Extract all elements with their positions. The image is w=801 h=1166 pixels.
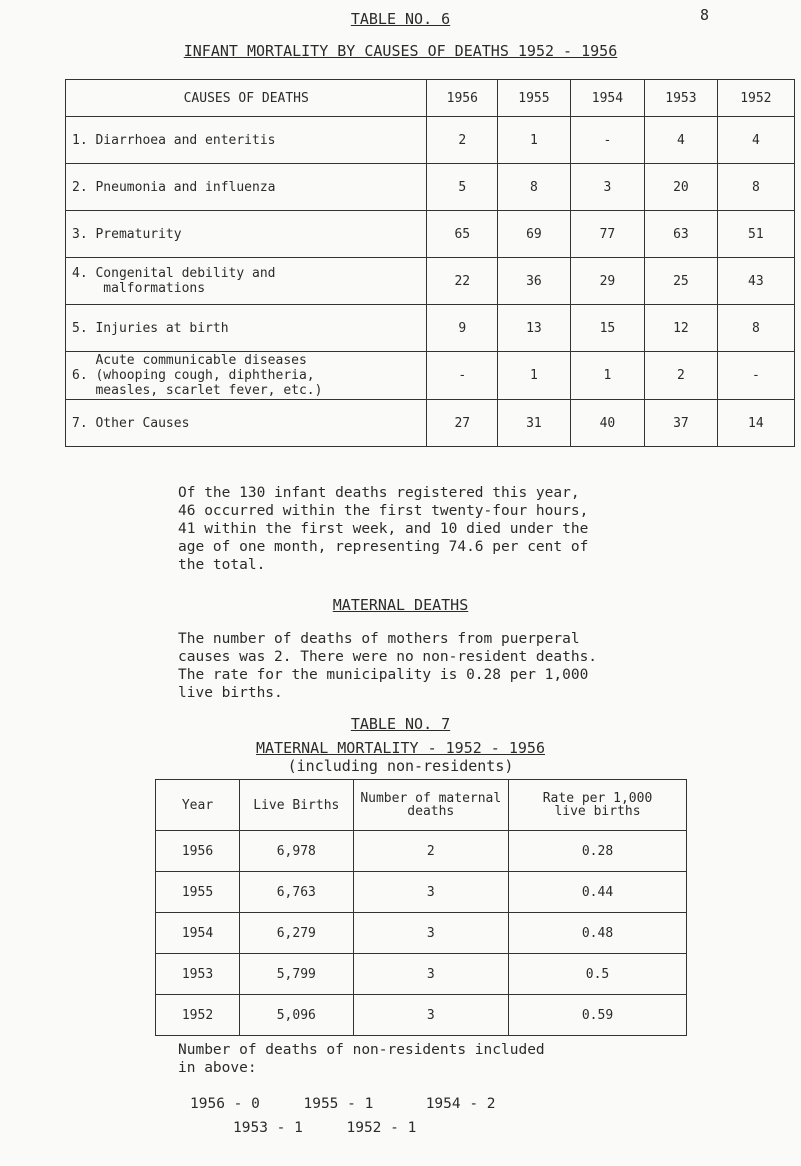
value-cell: 5,799 [240, 954, 354, 995]
value-cell: 8 [717, 164, 794, 211]
table6-title: INFANT MORTALITY BY CAUSES OF DEATHS 1952 - 1956 [183, 42, 618, 60]
column-header: 1954 [570, 80, 644, 117]
column-header: 1953 [645, 80, 718, 117]
column-header: CAUSES OF DEATHS [66, 80, 427, 117]
value-cell: 6,763 [240, 872, 354, 913]
infant-deaths-paragraph: Of the 130 infant deaths registered this year, 46 occurred within the first twenty-four hours, 41 within the first week, and 10 died under the age of one month, representing 74.6 per cent of the total. [178, 485, 589, 573]
table-row [156, 872, 687, 913]
table-row [66, 164, 795, 211]
value-cell: 8 [498, 164, 571, 211]
value-cell: 6,279 [240, 913, 354, 954]
value-cell: 37 [645, 400, 718, 447]
value-cell: 2 [353, 831, 508, 872]
column-header: 1955 [498, 80, 571, 117]
value-cell: 27 [427, 400, 498, 447]
page-number: 8 [700, 6, 710, 24]
value-cell: 8 [717, 305, 794, 352]
value-cell: 1956 [156, 831, 240, 872]
column-header: Rate per 1,000 live births [509, 780, 687, 831]
column-header: Year [156, 780, 240, 831]
cause-cell: 5. Injuries at birth [66, 305, 427, 352]
value-cell: 31 [498, 400, 571, 447]
maternal-deaths-paragraph: The number of deaths of mothers from puerperal causes was 2. There were no non-resident deaths. The rate for the municipality is 0.28 per 1,000 live births. [178, 631, 598, 701]
value-cell: 43 [717, 258, 794, 305]
value-cell: - [570, 117, 644, 164]
value-cell: 0.44 [509, 872, 687, 913]
value-cell: 3 [353, 995, 508, 1036]
infant-mortality-table [65, 79, 795, 447]
value-cell: 1954 [156, 913, 240, 954]
value-cell: 5,096 [240, 995, 354, 1036]
value-cell: - [427, 352, 498, 400]
value-cell: 65 [427, 211, 498, 258]
table-row [66, 352, 795, 400]
value-cell: 9 [427, 305, 498, 352]
value-cell: 25 [645, 258, 718, 305]
value-cell: 0.59 [509, 995, 687, 1036]
table-row [156, 954, 687, 995]
value-cell: 51 [717, 211, 794, 258]
value-cell: 6,978 [240, 831, 354, 872]
table-header-row [156, 780, 687, 831]
value-cell: 0.28 [509, 831, 687, 872]
value-cell: 1955 [156, 872, 240, 913]
value-cell: 40 [570, 400, 644, 447]
value-cell: 3 [353, 954, 508, 995]
value-cell: 3 [353, 872, 508, 913]
table-row [66, 258, 795, 305]
value-cell: 29 [570, 258, 644, 305]
cause-cell: 7. Other Causes [66, 400, 427, 447]
table6-label: TABLE NO. 6 [350, 10, 451, 28]
nonresident-counts-line2: 1953 - 1 1952 - 1 [233, 1120, 417, 1136]
table-body [66, 117, 795, 447]
cause-cell: 2. Pneumonia and influenza [66, 164, 427, 211]
table-row [66, 117, 795, 164]
table7-title: MATERNAL MORTALITY - 1952 - 1956 [256, 739, 545, 757]
column-header: 1956 [427, 80, 498, 117]
value-cell: 69 [498, 211, 571, 258]
value-cell: 2 [645, 352, 718, 400]
value-cell: 14 [717, 400, 794, 447]
value-cell: 36 [498, 258, 571, 305]
value-cell: 1952 [156, 995, 240, 1036]
value-cell: 22 [427, 258, 498, 305]
cause-cell: 4. Congenital debility and malformations [66, 258, 427, 305]
table-row [156, 995, 687, 1036]
value-cell: 4 [717, 117, 794, 164]
value-cell: 1 [570, 352, 644, 400]
column-header: 1952 [717, 80, 794, 117]
table7-subtitle: (including non-residents) [287, 757, 514, 775]
table-row [66, 211, 795, 258]
column-header: Live Births [240, 780, 354, 831]
table-row [66, 305, 795, 352]
maternal-mortality-table [155, 779, 687, 1036]
value-cell: 1 [498, 352, 571, 400]
table7-label: TABLE NO. 7 [350, 715, 451, 733]
value-cell: 1 [498, 117, 571, 164]
cause-cell: 3. Prematurity [66, 211, 427, 258]
table-row [66, 400, 795, 447]
nonresident-note: Number of deaths of non-residents included in above: [178, 1042, 545, 1076]
cause-cell: 1. Diarrhoea and enteritis [66, 117, 427, 164]
value-cell: 1953 [156, 954, 240, 995]
table-header-row [66, 80, 795, 117]
value-cell: 63 [645, 211, 718, 258]
cause-cell: Acute communicable diseases 6. (whooping cough, diphtheria, measles, scarlet fever, etc.) [66, 352, 427, 400]
value-cell: 2 [427, 117, 498, 164]
nonresident-counts-line1: 1956 - 0 1955 - 1 1954 - 2 [190, 1096, 496, 1112]
table-row [156, 831, 687, 872]
value-cell: 0.48 [509, 913, 687, 954]
value-cell: 12 [645, 305, 718, 352]
value-cell: 20 [645, 164, 718, 211]
value-cell: 3 [570, 164, 644, 211]
value-cell: 5 [427, 164, 498, 211]
table-body [156, 831, 687, 1036]
column-header: Number of maternal deaths [353, 780, 508, 831]
value-cell: 13 [498, 305, 571, 352]
value-cell: 3 [353, 913, 508, 954]
value-cell: - [717, 352, 794, 400]
value-cell: 15 [570, 305, 644, 352]
value-cell: 4 [645, 117, 718, 164]
value-cell: 0.5 [509, 954, 687, 995]
maternal-deaths-heading: MATERNAL DEATHS [332, 596, 469, 614]
value-cell: 77 [570, 211, 644, 258]
table-row [156, 913, 687, 954]
